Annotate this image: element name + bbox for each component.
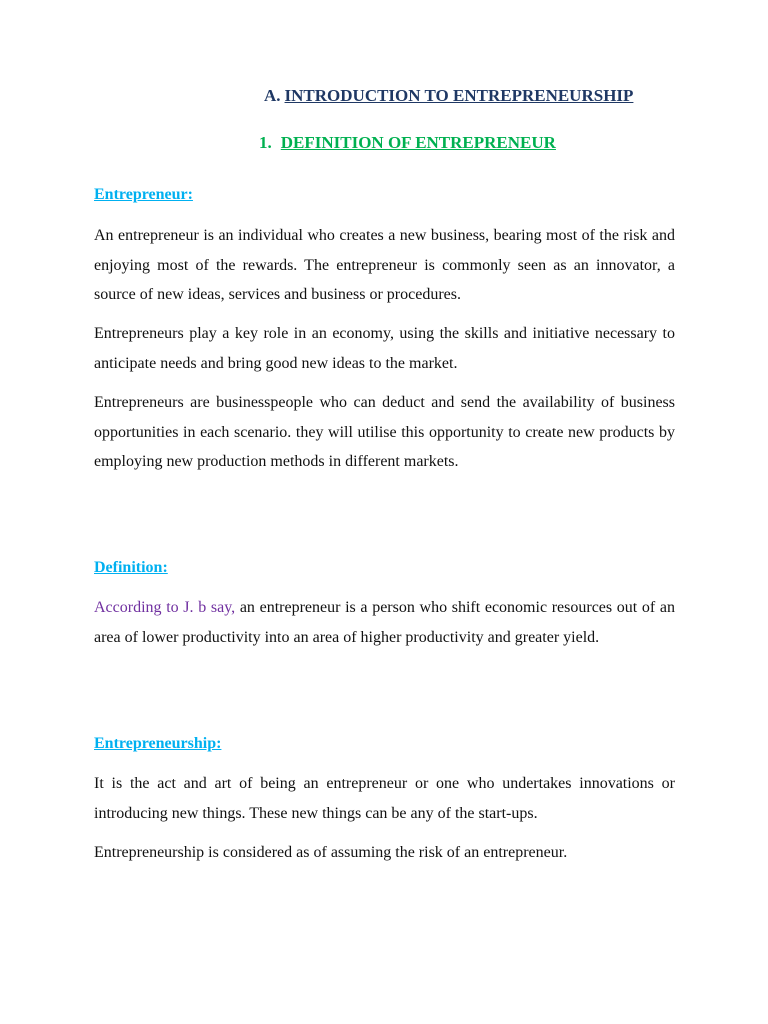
- sub-heading: [259, 133, 556, 153]
- definition-attribution: According to J. b say,: [94, 599, 236, 616]
- paragraph-definition: [94, 593, 675, 652]
- paragraph-entrepreneurship-1: It is the act and art of being an entrepreneur or one who undertakes innovations or introducing new things. These new things can be any of the start-ups.: [94, 775, 675, 822]
- paragraph-entrepreneur-2: Entrepreneurs play a key role in an economy, using the skills and initiative necessary to anticipate needs and bring good new ideas to the market.: [94, 325, 675, 372]
- sub-heading-number: 1.: [259, 133, 272, 152]
- main-heading-number: A.: [264, 86, 281, 105]
- section-label-entrepreneur: Entrepreneur:: [94, 186, 193, 203]
- paragraph-entrepreneur-1: An entrepreneur is an individual who creates a new business, bearing most of the risk and enjoying most of the rewards. The entrepreneur is commonly seen as an innovator, a source of new ideas, services and business or procedures.: [94, 227, 675, 303]
- main-heading-title: INTRODUCTION TO ENTREPRENEURSHIP: [284, 86, 634, 105]
- main-heading: [264, 86, 633, 106]
- section-label-entrepreneurship: Entrepreneurship:: [94, 735, 222, 752]
- definition-text: an entrepreneur is a person who shift economic resources out of an area of lower productivity into an area of higher productivity and greater yield.: [94, 599, 675, 646]
- sub-heading-title: DEFINITION OF ENTREPRENEUR: [280, 133, 556, 152]
- section-label-definition: Definition:: [94, 559, 168, 576]
- paragraph-entrepreneurship-2: Entrepreneurship is considered as of assuming the risk of an entrepreneur.: [94, 844, 568, 861]
- paragraph-entrepreneur-3: Entrepreneurs are businesspeople who can deduct and send the availability of business opportunities in each scenario. they will utilise this opportunity to create new products by employing new production methods in different markets.: [94, 394, 675, 470]
